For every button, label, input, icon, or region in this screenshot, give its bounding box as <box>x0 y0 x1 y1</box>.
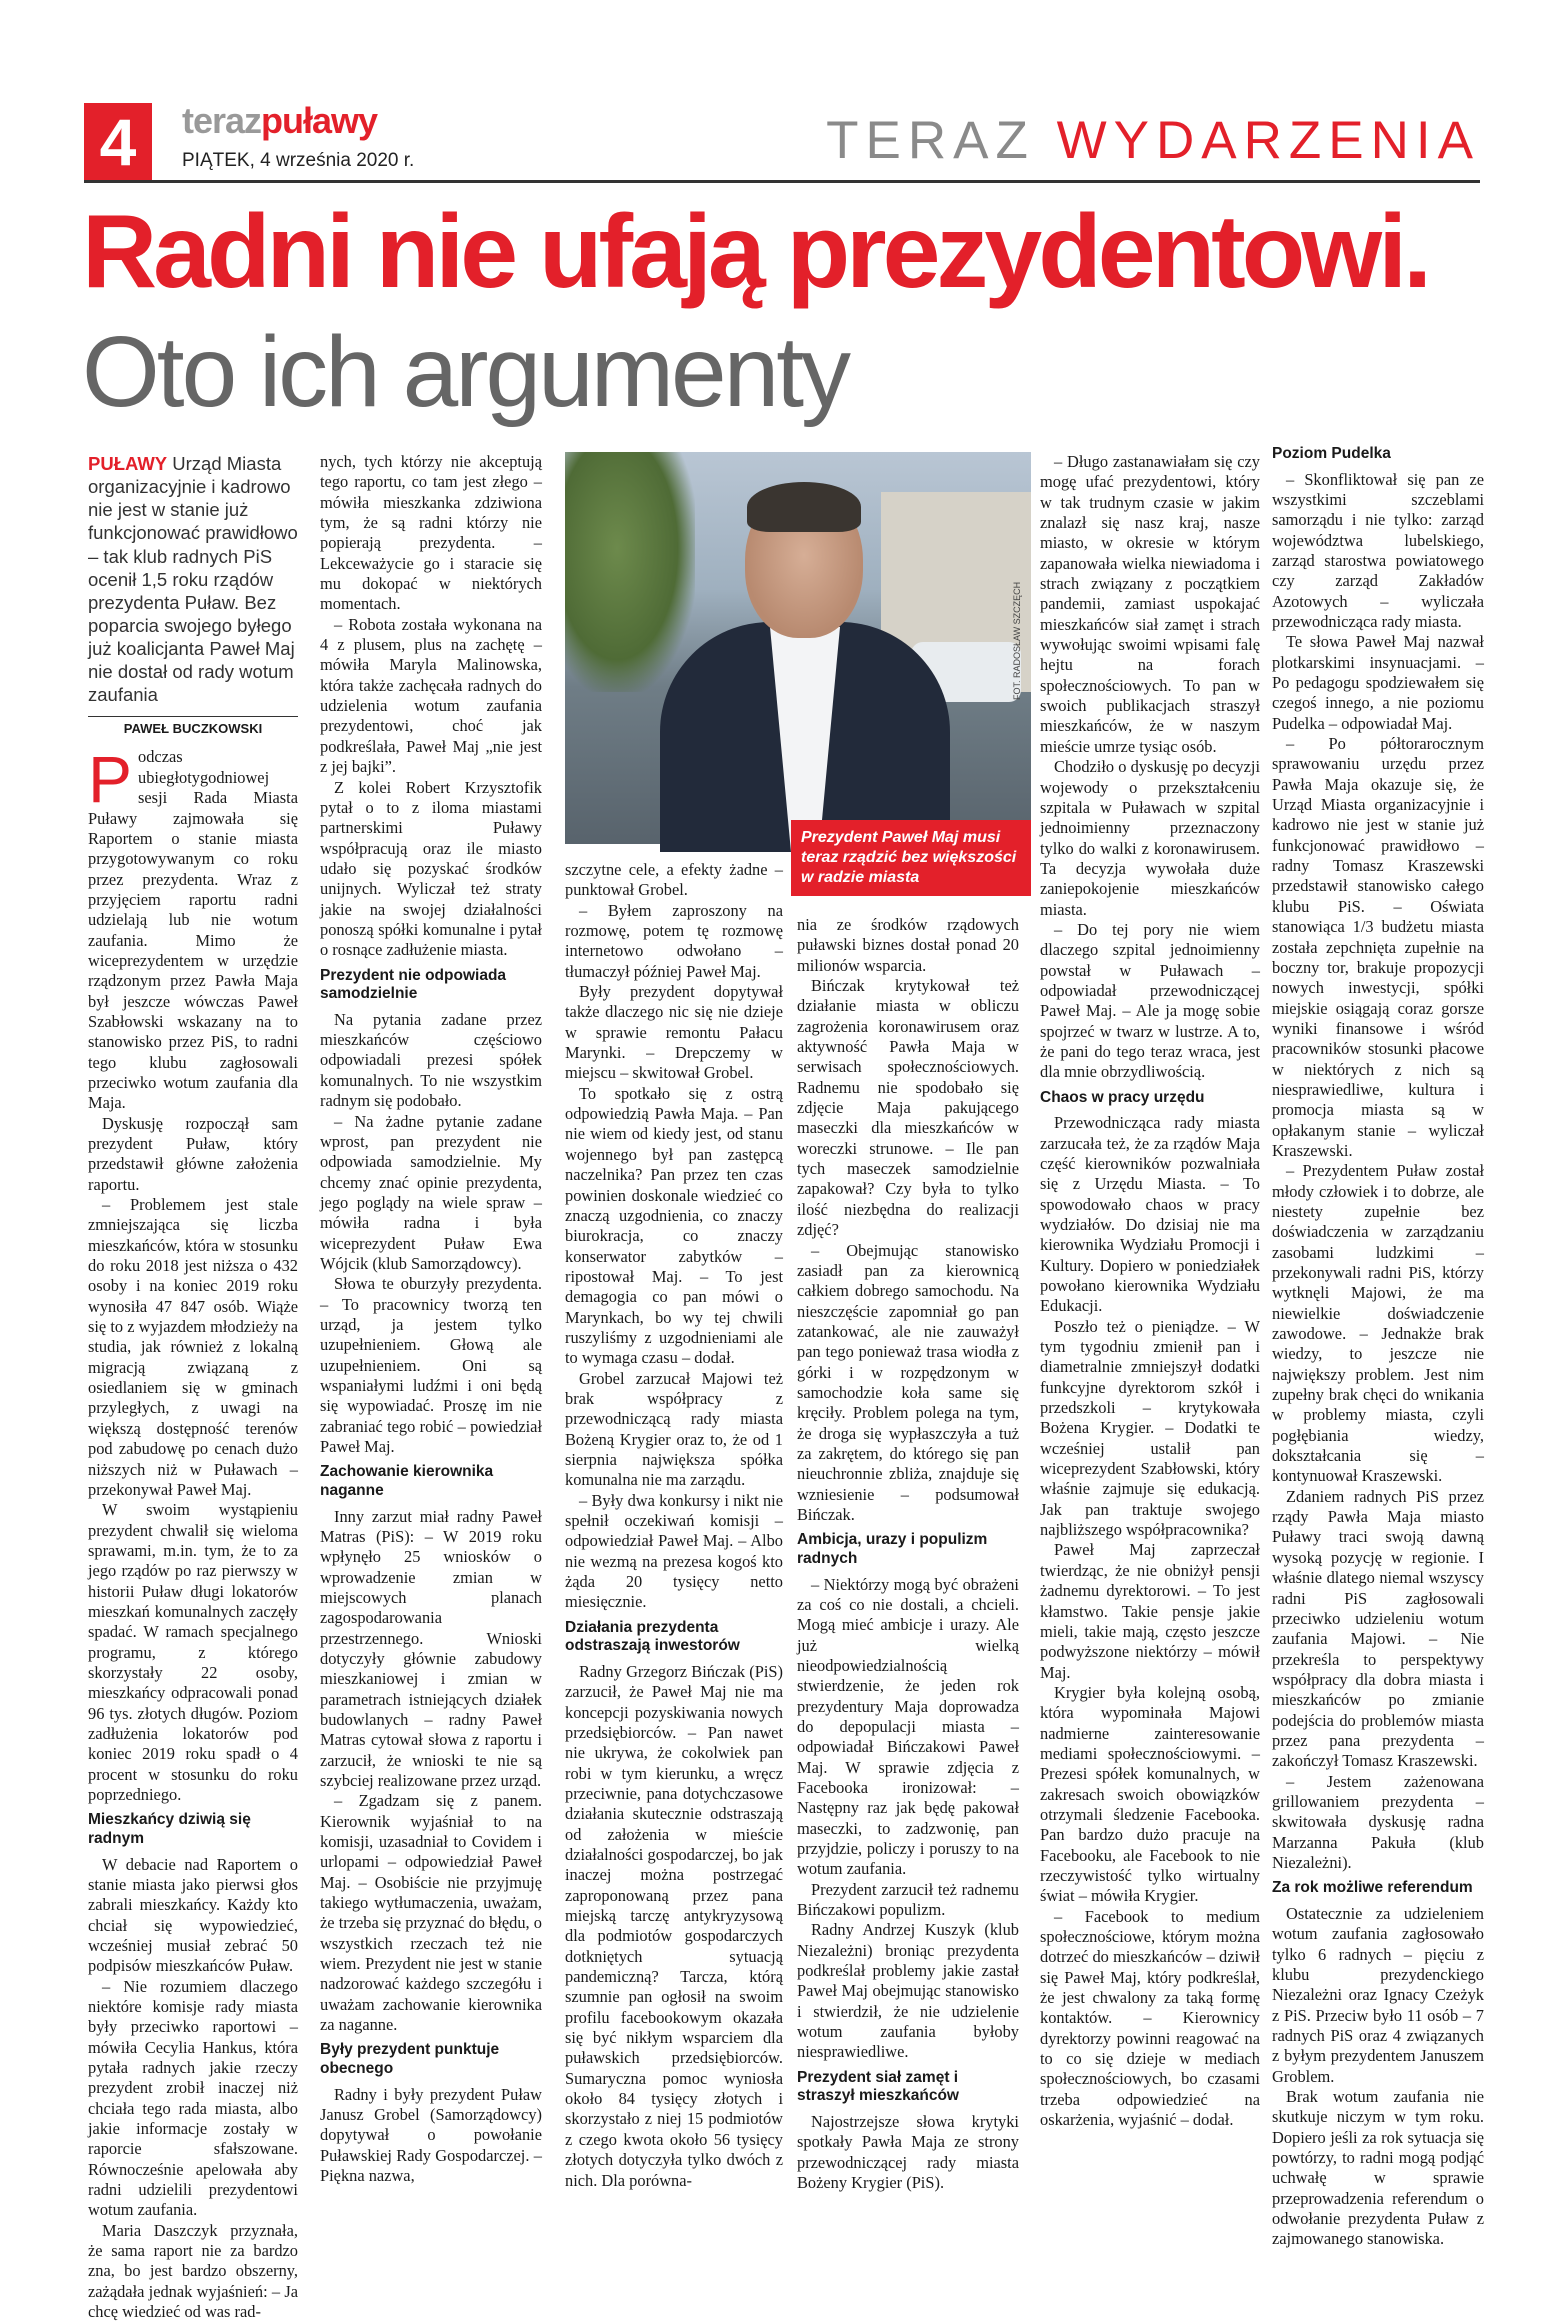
paragraph: nia ze środków rządowych puławski biznes dostał ponad 20 milionów wsparcia. <box>797 915 1019 975</box>
subheading: Poziom Pudelka <box>1272 445 1391 462</box>
photo-hair <box>747 482 861 532</box>
paragraph: – Nie rozumiem dlaczego niektóre komisje rady miasta były przeciwko raportowi – mówiła Cecylia Hankus, która pytała radnych jakie rzeczy prezydent zrobił inaczej niż chciała tego rada miasta, albo jakie informacje zostały w raporcie sfałszowane. Równocześnie apelowała aby radni udzielili prezydentowi wotum zaufania. <box>88 1976 298 2220</box>
article-lead <box>88 452 298 706</box>
issue-date: PIĄTEK, 4 września 2020 r. <box>182 150 415 171</box>
subheading: Chaos w pracy urzędu <box>1040 1088 1205 1106</box>
paragraph: Prezydent zarzucił też radnemu Bińczakowi populizm. <box>797 1879 1019 1919</box>
paragraph: W swoim wystąpieniu prezydent chwalił się wieloma sprawami, m.in. tym, że to za jego rządów po raz pierwszy w historii Puław długi lokatorów mieszkań komunalnych zaczęły spadać. W ramach specjalnego programu, z którego skorzystały 22 osoby, mieszkańcy odpracowali ponad 96 tys. złotych długów. Poziom zadłużenia lokatorów pod koniec 2019 roku spadł o 4 procent w stosunku do roku poprzedniego. <box>88 1500 298 1805</box>
subheading: Za rok możliwe referendum <box>1272 1879 1473 1897</box>
paragraph: – Obejmując stanowisko zasiadł pan za kierownicą całkiem dobrego samochodu. Na nieszczęście zapomniał go pan zatankować, ale nie zauważył pan tego ponieważ trasa wiodła z górki i w rozpędzonym w samochodzie koła same się kręciły. Problem polega na tym, że droga się wypłaszczyła a tuż za zakrętem, do którego się pan nieuchronnie zbliża, znajduje się wzniesienie – podsumował Bińczak. <box>797 1240 1019 1524</box>
paragraph: Zdaniem radnych PiS przez rządy Pawła Maja miasto Puławy traci swoją dawną wysoką pozycję w regionie. I właśnie dlatego niemal wszyscy radni PiS zagłosowali przeciwko udzieleniu wotum zaufania Majowi. – Nie przekreśla to perspektywy współpracy dla dobra miasta i mieszkańców po zmianie podejścia do problemów miasta przez pana prezydenta – zakończył Tomasz Kraszewski. <box>1272 1486 1484 1771</box>
paragraph: Radny Andrzej Kuszyk (klub Niezależni) broniąc prezydenta podkreślał problemy jakie zastał Paweł Maj obejmując stanowisko i stwierdził, że nie udzielenie wotum zaufania byłoby niesprawiedliwe. <box>797 1920 1019 2062</box>
paragraph: Poszło też o pieniądze. – W tym tygodniu zmienił pan i diametralnie zmniejszył dodatki funkcyjne dyrektorom szkół i przedszkoli – krytykowała Bożena Krygier. – Dodatki te wcześniej ustalił pan wiceprezydent Szabłowski, który właśnie zajmuje się edukacją. Jak pan traktuje swojego najbliższego współpracownika? <box>1040 1316 1260 1540</box>
paragraph: Z kolei Robert Krzysztofik pytał o to z iloma miastami partnerskimi Puławy współpracują oraz ile miasto udało się pozyskać środków unijnych. Wyliczał też straty jakie na swojej działalności ponoszą spółki komunalne i pytał o rosnące zadłużenie miasta. <box>320 777 542 960</box>
paragraph: Ostatecznie za udzieleniem wotum zaufania zagłosowało tylko 6 radnych – pięciu z klubu prezydenckiego Niezależni oraz Ignacy Czeżyk z PiS. Przeciw było 11 osób – 7 radnych PiS oraz 4 związanych z byłym prezydentem Januszem Groblem. <box>1272 1903 1484 2086</box>
paragraph: Maria Daszczyk przyznała, że sama raport nie za bardzo zna, bo jest bardzo obszerny, zażądała jednak wyjaśnień: – Ja chcę wiedzieć od was rad- <box>88 2220 298 2322</box>
headline: Radni nie ufają prezydentowi. <box>82 194 1428 310</box>
article-photo <box>565 452 1031 844</box>
paragraph: – Do tej pory nie wiem dlaczego szpital jednoimienny powstał w Puławach – odpowiadał przewodniczącej Paweł Maj. – Ale ja mogę sobie spojrzeć w twarz w lustrze. A to, że pani do tego teraz wraca, jest dla mnie obrzydliwością. <box>1040 919 1260 1082</box>
paragraph: – Jestem zażenowana grillowaniem prezydenta – skwitowała dyskusję radna Marzanna Pakuła (klub Niezależni). <box>1272 1771 1484 1872</box>
paragraph: – Prezydentem Puław został młody człowiek i to dobrze, ale niestety zupełnie bez doświadczenia w zarządzaniu zasobami ludzkimi – przekonywali radni PiS, którzy wytknęli Majowi, że ma niewielkie doświadczenie zawodowe. – Jednakże brak wiedzy, to jeszcze nie największy problem. Jest nim zupełny brak chęci do wnikania w problemy miasta, czyli pogłębiania wiedzy, dokształcania się – kontynuował Kraszewski. <box>1272 1161 1484 1486</box>
brand-part-2: puławy <box>261 100 378 141</box>
article-column-3 <box>565 860 783 2257</box>
subheading: Zachowanie kierownika naganne <box>320 1463 494 1499</box>
paragraph: Podczas ubiegłotygodniowej sesji Rada Miasta Puławy zajmowała się Raportem o stanie miasta przygotowywanym co roku przez prezydenta. Wraz z przyjęciem raportu radni udzielają lub nie wotum zaufania. Mimo że wiceprezydentem w urzędzie rządzonym przez Pawła Maja był jeszcze wówczas Paweł Szabłowski wskazany na to stanowisko przez PiS, to radni tego klubu zagłosowali przeciwko wotum zaufania dla Maja. <box>88 742 298 1113</box>
paragraph: Bińczak krytykował też działanie miasta w obliczu zagrożenia koronawirusem oraz aktywność Pawła Maja w serwisach społecznościowych. Radnemu nie spodobało się zdjęcie Maja pakującego maseczki dla mieszkańców w woreczki strunowe. – Ile pan tych maseczek samodzielnie zapakował? Czy była to tylko ilość niezbędna do realizacji zdjęć? <box>797 976 1019 1240</box>
subheading: Były prezydent punktuje obecnego <box>320 2041 500 2078</box>
paragraph: Dyskusję rozpoczął sam prezydent Puław, który przedstawił główne założenia raportu. <box>88 1113 298 1194</box>
paragraph: Te słowa Paweł Maj nazwał plotkarskimi insynuacjami. – Po pedagogu spodziewałem się czegoś innego, a nie poziomu Pudelka – odpowiadał Maj. <box>1272 632 1484 733</box>
paragraph: – Niektórzy mogą być obrażeni za coś co nie dostali, a chcieli. Mogą mieć ambicje i urazy. Ale już wielką nieodpowiedzialnością stwierdzenie, że jeden rok prezydentury Maja doprowadza do depopulacji miasta – odpowiadał Bińczakowi Paweł Maj. W sprawie zdjęcia z Facebooka ironizował: – Następny raz jak będę pakował maseczki, to zadzwonię, pan przyjdzie, policzy i poruszy to na wotum zaufania. <box>797 1574 1019 1879</box>
section-title-part-2: WYDARZENIA <box>1056 111 1480 170</box>
photo-caption: Prezydent Paweł Maj musi teraz rządzić bez większości w radzie miasta <box>791 820 1031 896</box>
publication-logo <box>182 100 377 142</box>
article-column-2 <box>320 452 542 2257</box>
subheading: Prezydent siał zamęt i straszył mieszkańców <box>797 2068 959 2105</box>
paragraph: – Problemem jest stale zmniejszająca się liczba mieszkańców, która w stosunku do roku 2018 jest niższa o 432 osoby i na koniec 2019 roku wynosiła 47 847 osób. Wiąże się to z wyjazdem młodzieży na studia, jak również z lokalną migracją związaną z osiedlaniem się w gminach przyległych, z uwagi na większą dostępność terenów pod zabudowę po cenach dużo niższych niż w Puławach – przekonywał Paweł Maj. <box>88 1195 298 1499</box>
article-column-1 <box>88 452 298 2322</box>
section-title <box>826 110 1480 171</box>
paragraph: – Byłem zaproszony na rozmowę, potem tę rozmowę internetowo odwołano – tłumaczył później Paweł Maj. <box>565 900 783 981</box>
paragraph: nych, tych którzy nie akceptują tego raportu, co tam jest złego – mówiła mieszkanka zdziwiona tym, że są radni którzy nie popierają prezydenta. – Lekceważycie go i staracie się mu dokopać w niektórych momentach. <box>320 452 542 614</box>
paragraph: Chodziło o dyskusję po decyzji wojewody o przekształceniu szpitala w Puławach w szpital jednoimienny przeznaczony tylko do walki z koronawirusem. Ta decyzja wywołała duże zaniepokojenie mieszkańców miasta. <box>1040 757 1260 919</box>
paragraph: Najostrzejsze słowa krytyki spotkały Pawła Maja ze strony przewodniczącej rady miasta Bożeny Krygier (PiS). <box>797 2111 1019 2192</box>
paragraph: Przewodnicząca rady miasta zarzucała też, że za rządów Maja część kierowników pozwalniała się z Urzędu Miasta. – To spowodowało chaos w pracy wydziałów. Do dzisiaj nie ma kierownika Wydziału Promocji i Kultury. Dopiero w poniedziałek powołano kierownika Wydziału Edukacji. <box>1040 1113 1260 1316</box>
paragraph: Brak wotum zaufania nie skutkuje niczym w tym roku. Dopiero jeśli za rok sytuacja się powtórzy, to radni mogą podjąć uchwałę w sprawie przeprowadzenia referendum o odwołanie prezydenta Puław z zajmowanego stanowiska. <box>1272 2087 1484 2249</box>
paragraph: Słowa te oburzyły prezydenta. – To pracownicy tworzą ten urząd, ja jestem tylko uzupełnieniem. Głową ale uzupełnieniem. Oni są wspaniałymi ludźmi i oni będą się wypowiadać. Proszę im nie zabraniać tego robić – powiedział Paweł Maj. <box>320 1274 542 1456</box>
paragraph: – Na żadne pytanie zadane wprost, pan prezydent nie odpowiada samodzielnie. My chcemy znać opinie prezydenta, jego poglądy na wiele spraw – mówiła radna i była wiceprezydent Puław Ewa Wójcik (klub Samorządowcy). <box>320 1111 542 1273</box>
photo-credit: FOT. RADOSŁAW SZCZĘCH <box>1012 581 1022 700</box>
paragraph: Były prezydent dopytywał także dlaczego nic się nie dzieje w sprawie remontu Pałacu Marynki. – Drepczemy w miejscu – skwitował Grobel. <box>565 982 783 1083</box>
section-title-part-1: TERAZ <box>826 111 1035 170</box>
photo-tree <box>565 452 695 692</box>
paragraph: Grobel zarzucał Majowi też brak współpracy z przewodniczącą rady miasta Bożeną Krygier oraz to, że od 1 sierpnia największa spółka komunalna nie ma zarządu. <box>565 1368 783 1490</box>
paragraph: Inny zarzut miał radny Paweł Matras (PiS): – W 2019 roku wpłynęło 25 wniosków o wprowadzenie zmian w miejscowych planach zagospodarowania przestrzennego. Wnioski dotyczyły głównie zabudowy mieszkaniowej i zmian w parametrach istniejących działek budowlanych – radny Paweł Matras cytował słowa z raportu i zarzucił, że wnioski te nie są szybciej realizowane przez urząd. <box>320 1506 542 1790</box>
paragraph: W debacie nad Raportem o stanie miasta jako pierwsi głos zabrali mieszkańcy. Każdy kto chciał się wypowiedzieć, wcześniej musiał zebrać 50 podpisów mieszkańców Puław. <box>88 1854 298 1976</box>
paragraph: Radny i były prezydent Puław Janusz Grobel (Samorządowcy) dopytywał o powołanie Puławskiej Rady Gospodarczej. – Piękna nazwa, <box>320 2084 542 2186</box>
paragraph: – Zgadzam się z panem. Kierownik wyjaśniał to na komisji, uzasadniał to Covidem i urlopami – odpowiedział Paweł Maj. – Osobiście nie przyjmuję takiego wytłumaczenia, uważam, że trzeba się przyznać do błędu, o wszystkich rzeczach też nie wiem. Prezydent nie jest w stanie nadzorować każdego szczegółu i uważam zachowanie kierownika za naganne. <box>320 1791 542 2035</box>
subheading: Działania prezydenta odstraszają inwestorów <box>565 1618 740 1655</box>
header-rule <box>84 180 1480 183</box>
paragraph: Krygier była kolejną osobą, która wypominała Majowi nadmierne zainteresowanie mediami społecznościowymi. – Prezesi spółek komunalnych, w zakresach swoich obowiązków otrzymali śledzenie Facebooka. Pan bardzo dużo pracuje na Facebooku, ale Facebook to nie rzeczywistość tylko wirtualny świat – mówiła Krygier. <box>1040 1682 1260 1906</box>
article-column-6 <box>1272 445 1484 2257</box>
paragraph: – Były dwa konkursy i nikt nie spełnił oczekiwań komisji – odpowiedział Paweł Maj. – Albo nie wezmą na prezesa kogoś kto żąda 20 tysięcy netto miesięcznie. <box>565 1490 783 1612</box>
subheading: Prezydent nie odpowiada samodzielnie <box>320 966 507 1003</box>
drop-cap: P <box>88 742 133 817</box>
lead-text: Urząd Miasta organizacyjnie i kadrowo nie jest w stanie już funkcjonować prawidłowo – tak klub radnych PiS ocenił 1,5 roku rządów prezydenta Puław. Bez poparcia swojego byłego już koalicjanta Paweł Maj nie dostał od rady wotum zaufania <box>88 453 298 706</box>
paragraph: Na pytania zadane przez mieszkańców częściowo odpowiadali prezesi spółek komunalnych. To nie wszystkim radnym się podobało. <box>320 1009 542 1111</box>
paragraph: Radny Grzegorz Bińczak (PiS) zarzucił, że Paweł Maj nie ma koncepcji pozyskiwania nowych przedsiębiorców. – Pan nawet nie ukrywa, że cokolwiek pan robi w tym kierunku, a wręcz przeciwnie, pana dotychczasowe działania skutecznie odstraszają od założenia w mieście działalności gospodarczej, bo jak inaczej można postrzegać zaproponowaną przez pana miejską tarczę antykryzysową dla podmiotów gospodarczych dotkniętych sytuacją pandemiczną? Tarcza, którą szumnie pan ogłosił na swoim profilu facebookowym okazała się być nikłym wsparciem dla puławskich przedsiębiorców. Sumaryczna pomoc wyniosła około 84 tysięcy złotych i skorzystało z niej 15 podmiotów z czego kwota około 56 tysięcy złotych dotyczyła tylko dwóch z nich. Dla porówna- <box>565 1661 783 2190</box>
subheading: Ambicja, urazy i populizm radnych <box>797 1531 988 1567</box>
article-column-5 <box>1040 452 1260 2257</box>
paragraph: – Robota została wykonana na 4 z plusem, plus na zachętę – mówiła Maryla Malinowska, która także zachęcała radnych do udzielenia wotum zaufania prezydentowi, choć jak podkreślała, Paweł Maj „nie jest z jej bajki”. <box>320 614 542 777</box>
lead-location: PUŁAWY <box>88 453 168 474</box>
paragraph: szczytne cele, a efekty żadne – punktował Grobel. <box>565 860 783 900</box>
brand-part-1: teraz <box>182 100 262 141</box>
page-number: 4 <box>84 103 152 181</box>
paragraph: To spotkało się z ostrą odpowiedzią Pawła Maja. – Pan nie wiem od kiedy jest, od stanu wojennego był pan zastępcą naczelnika? Pan przez ten czas powinien doskonale wiedzieć co znaczą uzgodnienia, co znaczy biurokracja, co znaczy konserwator zabytków – ripostował Maj. – To jest demagogia co pan mówi o Marynkach, bo wy tej chwili ruszyliśmy z uzgodnieniami ale to wymaga czasu – dodał. <box>565 1083 783 1368</box>
paragraph: – Po półtorarocznym sprawowaniu urzędu przez Pawła Maja okazuje się, że Urząd Miasta organizacyjnie i kadrowo nie jest w stanie już funkcjonować prawidłowo – radny Tomasz Kraszewski przedstawił stanowisko całego klubu PiS. – Oświata stanowiąca 1/3 budżetu miasta została zepchnięta zupełnie na boczny tor, brakuje propozycji nowych inwestycji, spółki miejskie osiągają coraz gorsze wyniki finansowe i wśród pracowników stosunki płacowe w niektórych z nich są niesprawiedliwe, kultura i promocja miasta są w opłakanym stanie – wyliczał Kraszewski. <box>1272 734 1484 1160</box>
article-column-4 <box>797 915 1019 2257</box>
headline-subtitle: Oto ich argumenty <box>82 316 849 428</box>
paragraph: – Facebook to medium społecznościowe, którym można dotrzeć do mieszkańców – dziwił się Paweł Maj, który podkreślał, że jest chwalony za taką formę kontaktów. – Kierownicy dyrektorzy powinni reagować na to co się dzieje w mediach społecznościowych, bo czasami trzeba odpowiedzieć na oskarżenia, wyjaśnić – dodał. <box>1040 1906 1260 2130</box>
paragraph: Paweł Maj zaprzeczał twierdząc, że nie obniżył pensji żadnemu dyrektorowi. – To jest kłamstwo. Takie pensje jakie mieli, takie mają, często jeszcze podwyższone niektórzy – mówił Maj. <box>1040 1540 1260 1682</box>
paragraph: – Skonfliktował się pan ze wszystkimi szczeblami samorządu i nie tylko: zarząd województwa lubelskiego, zarząd starostwa powiatowego czy zarząd Zakładów Azotowych – wyliczała przewodnicząca rady miasta. <box>1272 469 1484 631</box>
subheading: Mieszkańcy dziwią się radnym <box>88 1811 251 1847</box>
byline: PAWEŁ BUCZKOWSKI <box>88 716 298 737</box>
paragraph: – Długo zastanawiałam się czy mogę ufać prezydentowi, który w tak trudnym czasie w jakim znalazł się nasz kraj, nasze miasto, w okresie w którym zapanowała wielka niewiadoma i strach związany z początkiem pandemii, zamiast uspokajać mieszkańców siał zamęt i strach wywołując swoimi wpisami falę hejtu na forach społecznościowych. To pan w swoich publikacjach straszył mieszkańców, że w naszym mieście umrze tysiąc osób. <box>1040 452 1260 756</box>
